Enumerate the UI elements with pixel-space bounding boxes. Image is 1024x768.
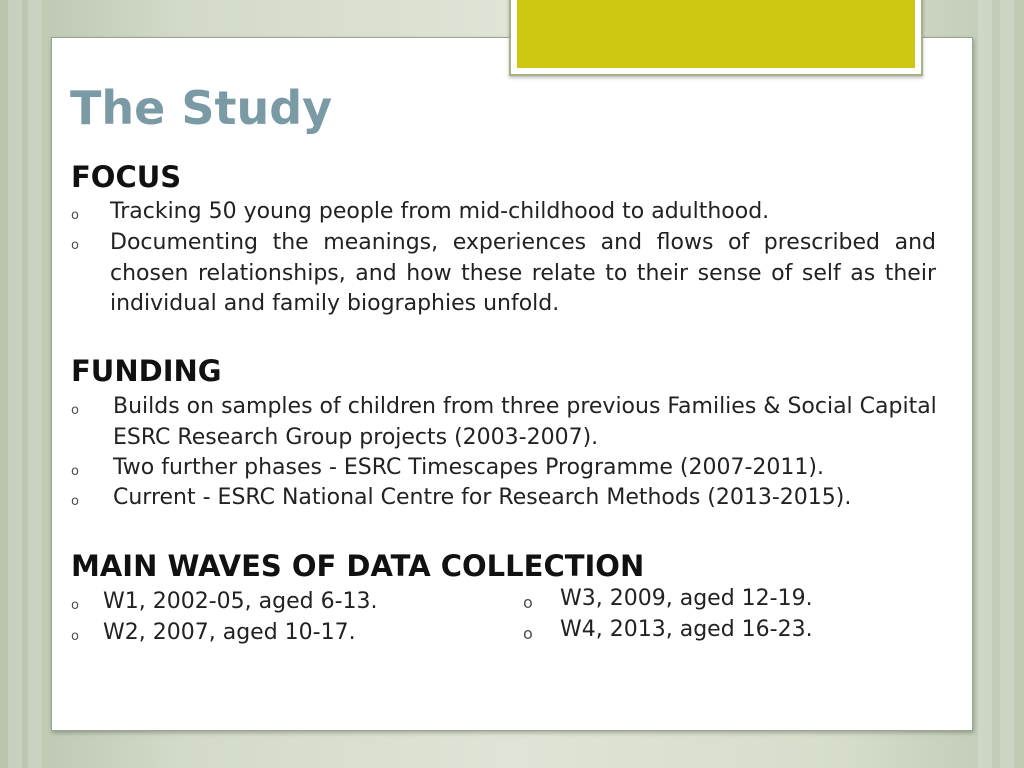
bullet-icon: o — [71, 629, 79, 644]
funding-item-samples: Builds on samples of children from three previous Families & Social Capital ESRC Research Group projects (2003-2007). — [113, 394, 937, 450]
decorative-accent-block — [509, 0, 923, 76]
bullet-icon: o — [523, 593, 533, 612]
bullet-icon: o — [71, 208, 79, 223]
bullet-icon: o — [71, 598, 79, 613]
bullet-icon: o — [71, 238, 79, 253]
bullet-icon: o — [523, 624, 533, 643]
focus-item-documenting: Documenting the meanings, experiences and flows of prescribed and chosen relationships, and how these relate to their sense of self as their individual and family biographies unfold. — [110, 230, 936, 316]
bullet-icon: o — [71, 403, 79, 418]
waves-heading: MAIN WAVES OF DATA COLLECTION — [71, 549, 645, 583]
wave-item-w1: W1, 2002-05, aged 6-13. — [103, 589, 378, 614]
wave-item-w4: W4, 2013, aged 16-23. — [560, 617, 813, 642]
background-stripe — [28, 0, 42, 768]
bullet-icon: o — [71, 494, 79, 509]
focus-item-tracking: Tracking 50 young people from mid-childhood to adulthood. — [110, 199, 770, 224]
wave-item-w3: W3, 2009, aged 12-19. — [560, 586, 813, 611]
funding-item-current: Current - ESRC National Centre for Research Methods (2013-2015). — [113, 485, 852, 510]
background-stripe — [8, 0, 22, 768]
background-stripe — [978, 0, 992, 768]
funding-heading: FUNDING — [71, 354, 222, 388]
wave-item-w2: W2, 2007, aged 10-17. — [103, 620, 356, 645]
accent-fill — [517, 0, 915, 68]
background-stripe — [1000, 0, 1014, 768]
focus-heading: FOCUS — [71, 160, 182, 194]
bullet-icon: o — [71, 464, 79, 479]
funding-item-timescapes: Two further phases - ESRC Timescapes Programme (2007-2011). — [113, 455, 824, 480]
slide-title: The Study — [70, 81, 333, 135]
